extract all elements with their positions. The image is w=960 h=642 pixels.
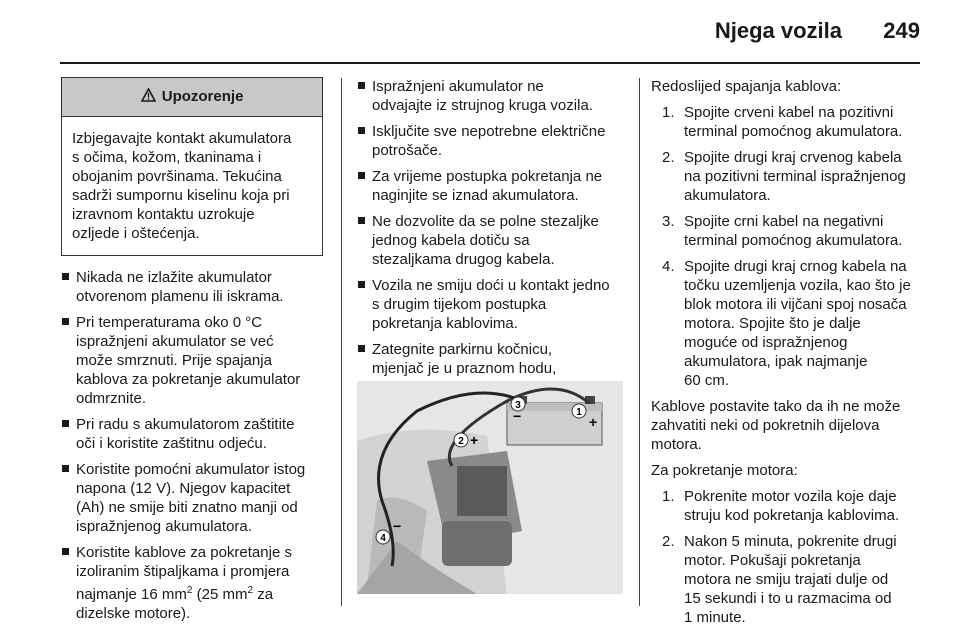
list-item: [61, 415, 331, 453]
warning-triangle-icon: [141, 88, 160, 105]
list-item-text: Zategnite parkirnu kočnicu, mjenjač je u praznom hodu,: [372, 341, 557, 377]
list-item: [61, 268, 331, 306]
bullet-square-icon: [358, 217, 365, 224]
list-item: [357, 77, 629, 115]
warning-header: [62, 78, 322, 117]
column-divider: [639, 78, 640, 606]
column-left: [61, 77, 331, 630]
bullet-list: [357, 77, 629, 397]
list-item-text: najmanje 16 mm: [76, 586, 187, 603]
list-item-text: dizelske motore).: [76, 605, 191, 622]
list-item: [357, 122, 629, 160]
label-plus-b: +: [470, 432, 479, 448]
paragraph: Kablove postavite tako da ih ne može zahvatiti neki od pokretnih dijelova motora.: [651, 398, 901, 453]
column-middle: [357, 77, 629, 404]
step-text: Spojite drugi kraj crnog kabela na točku uzemljenja vozila, kao što je blok motora ili vijčani spoj nosača motora. Spojite što je dalje moguće od ispražnjenog akumulatora, ipak najmanje 60 cm.: [684, 258, 911, 389]
step-item: [651, 257, 923, 390]
bullet-square-icon: [358, 281, 365, 288]
page-number: 249: [883, 18, 920, 43]
label-2: 2: [458, 436, 464, 447]
warning-box: [61, 77, 323, 256]
jump-start-illustration: [357, 381, 623, 594]
bullet-square-icon: [62, 548, 69, 555]
list-item-text: Ne dozvolite da se polne stezaljke jednog kabela dotiču sa stezaljkama drugog kabela.: [372, 213, 599, 268]
step-item: [651, 103, 923, 141]
list-item-text: Isključite sve nepotrebne električne potrošače.: [372, 123, 606, 159]
list-item-text: Nikada ne izlažite akumulator otvorenom plamenu ili iskrama.: [76, 269, 284, 305]
bullet-square-icon: [358, 127, 365, 134]
list-item-text: za: [253, 586, 274, 603]
step-text: Spojite crveni kabel na pozitivni terminal pomoćnog akumulatora.: [684, 104, 903, 140]
step-item: [651, 487, 923, 525]
start-intro: Za pokretanje motora:: [651, 462, 798, 479]
list-item-text: Koristite kablove za pokretanje s: [76, 544, 292, 561]
numbered-list: [651, 487, 923, 627]
header-rule: [60, 62, 920, 64]
bullet-square-icon: [62, 420, 69, 427]
list-item-text: Pri temperaturama oko 0 °C ispražnjeni akumulator se već može smrznuti. Prije spajanja kablova za pokretanje akumulator odmrznite.: [76, 314, 301, 407]
bullet-square-icon: [62, 318, 69, 325]
label-plus-a: +: [589, 414, 598, 430]
numbered-list: [651, 103, 923, 390]
page-title: Njega vozila: [714, 18, 842, 43]
superscript: 2: [186, 585, 193, 596]
bullet-square-icon: [62, 465, 69, 472]
label-minus-b: −: [393, 518, 402, 534]
warning-text: Izbjegavajte kontakt akumulatora s očima, kožom, tkaninama i obojanim površinama. Tekućina sadrži sumpornu kiselinu koja pri izravnom kontaktu uzrokuje ozljede i oštećenja.: [72, 130, 292, 242]
step-text: Nakon 5 minuta, pokrenite drugi motor. Pokušaji pokretanja motora ne smiju trajati dulje od 15 sekundi i to u razmacima od 1 minute.: [684, 533, 897, 626]
list-item: [61, 543, 331, 623]
step-text: Pokrenite motor vozila koje daje struju kod pokretanja kablovima.: [684, 488, 900, 524]
bullet-square-icon: [62, 273, 69, 280]
column-right: [651, 77, 923, 634]
bullet-square-icon: [358, 82, 365, 89]
connection-order-intro: Redoslijed spajanja kablova:: [651, 78, 842, 95]
list-item-text: Vozila ne smiju doći u kontakt jedno s drugim tijekom postupka pokretanja kablovima.: [372, 277, 610, 332]
step-item: [651, 212, 923, 250]
warning-title: Upozorenje: [161, 88, 244, 105]
bullet-square-icon: [358, 172, 365, 179]
label-1: 1: [576, 407, 582, 418]
list-item-text: (25 mm: [192, 586, 248, 603]
step-text: Spojite crni kabel na negativni terminal pomoćnog akumulatora.: [684, 213, 903, 249]
list-item-text: Koristite pomoćni akumulator istog napona (12 V). Njegov kapacitet (Ah) ne smije biti znatno manji od ispražnjenog akumulatora.: [76, 461, 306, 535]
list-item: [357, 212, 629, 269]
step-item: [651, 532, 923, 627]
list-item-text: Ispražnjeni akumulator ne odvajajte iz strujnog kruga vozila.: [372, 78, 593, 114]
bullet-list: [61, 268, 331, 623]
label-minus-a: −: [513, 408, 522, 424]
step-text: Spojite drugi kraj crvenog kabela na pozitivni terminal ispražnjenog akumulatora.: [684, 149, 906, 204]
step-item: [651, 148, 923, 205]
superscript: 2: [247, 585, 254, 596]
bullet-square-icon: [358, 345, 365, 352]
label-3: 3: [515, 400, 521, 411]
step-number: 3.: [662, 213, 675, 230]
list-item-text: Pri radu s akumulatorom zaštitite oči i koristite zaštitnu odjeću.: [76, 416, 295, 452]
step-number: 1.: [662, 488, 675, 505]
step-number: 2.: [662, 533, 675, 550]
step-number: 2.: [662, 149, 675, 166]
list-item: [357, 276, 629, 333]
list-item: [357, 167, 629, 205]
list-item-text: Za vrijeme postupka pokretanja ne naginjite se iznad akumulatora.: [372, 168, 603, 204]
step-number: 1.: [662, 104, 675, 121]
label-4: 4: [380, 533, 386, 544]
step-number: 4.: [662, 258, 675, 275]
list-item-text: izoliranim štipaljkama i promjera: [76, 563, 290, 580]
list-item: [61, 313, 331, 408]
list-item: [61, 460, 331, 536]
column-divider: [341, 78, 342, 606]
